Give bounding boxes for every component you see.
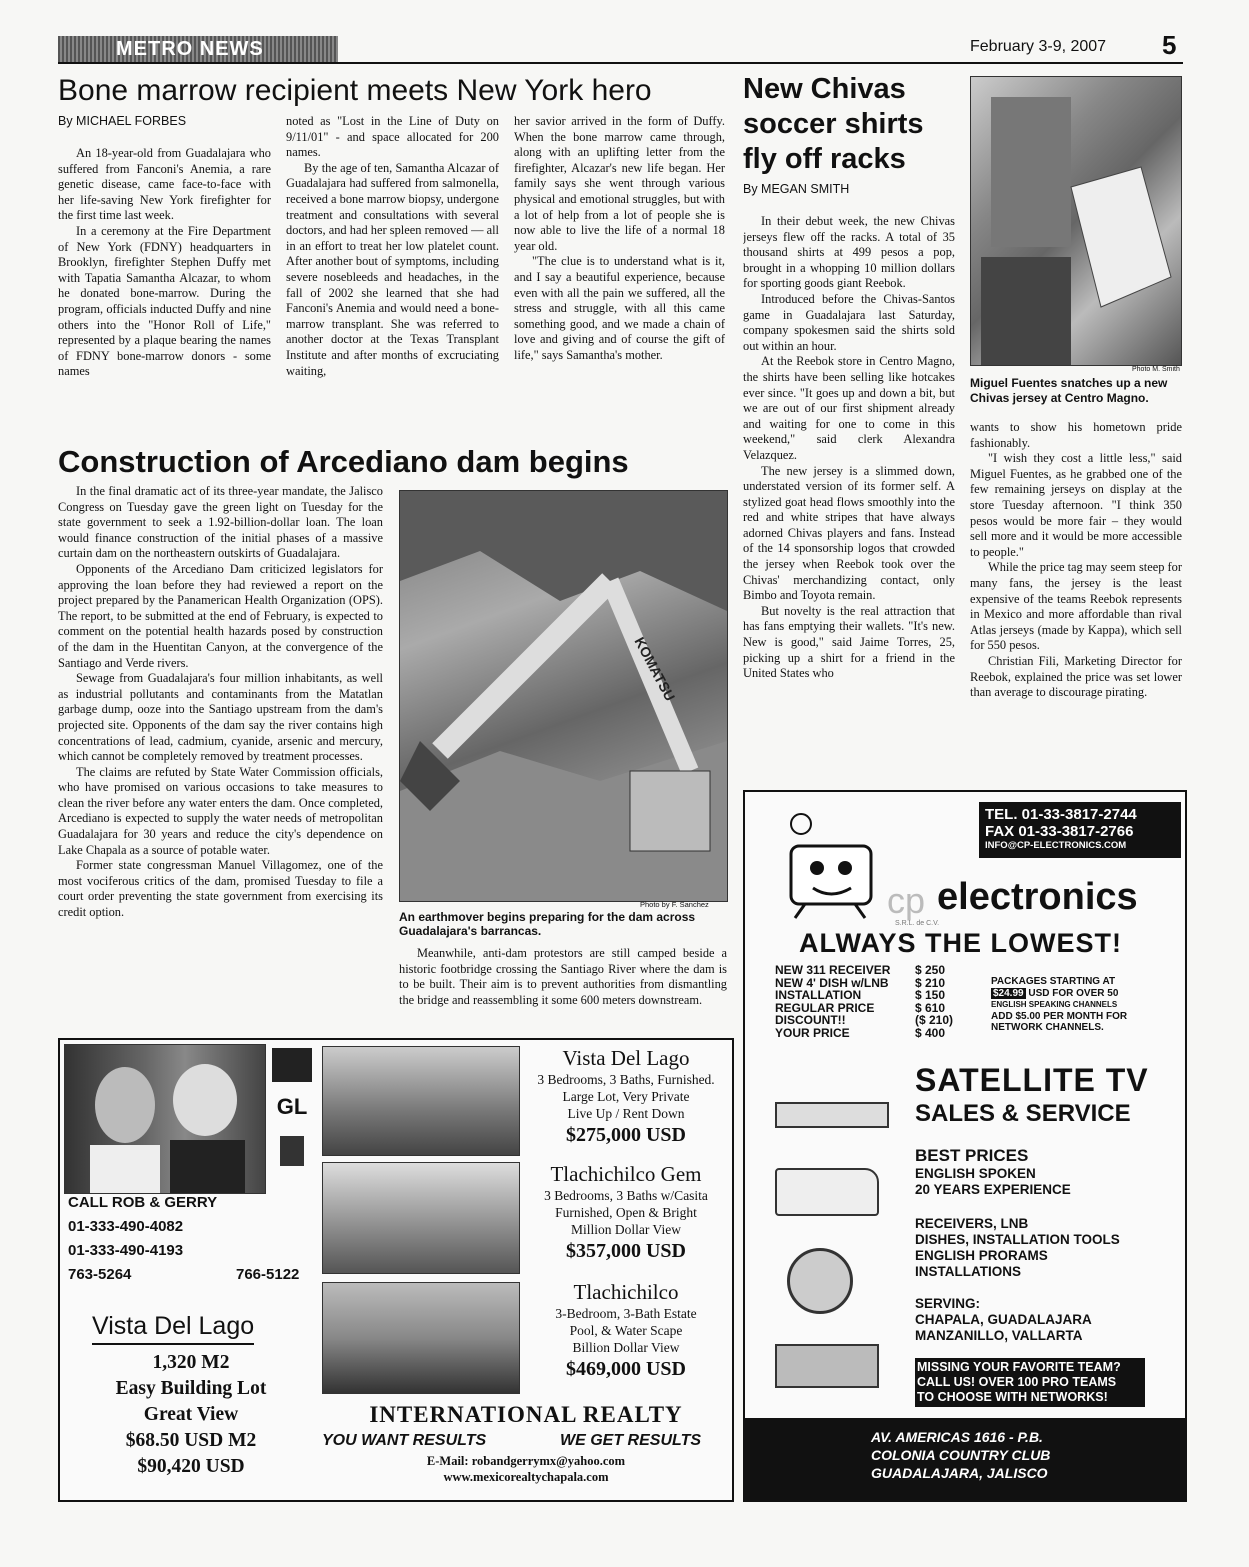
address-line: GUADALAJARA, JALISCO	[871, 1465, 1048, 1481]
address-box	[745, 1418, 1185, 1500]
paragraph: her savior arrived in the form of Duffy. When the bone marrow came through, along with an uplifting letter from the firefighter, Alcazar's new life began. Her family says she went through various physical and emotional struggles, but with a lot of help from a lot of people she is now able to live the life of a normal 18 year old.	[514, 114, 725, 253]
paragraph: Former state congressman Manuel Villagomez, one of the most vociferous critics of the dam, promised Tuesday to file a court order preventing the state government from exercising its credit option.	[58, 858, 383, 920]
satellite-subtitle: SALES & SERVICE	[915, 1100, 1131, 1127]
listing-1	[522, 1046, 730, 1147]
article3-byline: By MEGAN SMITH	[743, 182, 850, 196]
gl-logo: GL	[276, 1094, 308, 1119]
ad-fax: FAX 01-33-3817-2766	[985, 823, 1134, 840]
logo-column	[266, 1044, 318, 1194]
article1-headline: Bone marrow recipient meets New York hero	[58, 74, 652, 107]
realty-website[interactable]: www.mexicorealtychapala.com	[443, 1470, 609, 1484]
product-images	[775, 1092, 895, 1392]
listing-photo-3	[322, 1282, 520, 1394]
contact-heading: CALL ROB & GERRY	[68, 1194, 218, 1211]
listing-title: Tlachichilco	[573, 1280, 679, 1304]
services-list	[915, 1216, 1120, 1280]
receiver-icon	[775, 1102, 889, 1128]
price-row: INSTALLATION $ 150	[775, 988, 946, 1002]
paragraph: At the Reebok store in Centro Magno, the shirts have been selling like hotcakes ever since. "It goes up and down a bit, but we are out of our first shipment already and waiting for one to come in this weekend," said clerk Alexandra Velazquez.	[743, 354, 955, 462]
jersey-photo-caption: Miguel Fuentes snatches up a new Chivas jersey at Centro Magno.	[970, 376, 1168, 405]
article2-col2	[399, 946, 727, 1036]
listing-price: $357,000 USD	[565, 1240, 686, 1262]
paragraph: In the final dramatic act of its three-year mandate, the Jalisco Congress on Tuesday gave the green light on Tuesday for the state government to seek a 1.92-billion-dollar loan. The loan would finance construction of the initial phases of a massive curtain dam on the northeastern outskirts of Guadalajara.	[58, 484, 383, 561]
lot-line: $90,420 USD	[137, 1456, 245, 1477]
packages-text: PACKAGES STARTING AT $24.99 USD FOR OVER 50 ENGLISH SPEAKING CHANNELS ADD $5.00 PER MONTH FOR NETWORK CHANNELS.	[991, 976, 1128, 1033]
service: DISHES, INSTALLATION TOOLS	[915, 1232, 1120, 1247]
article1-col1	[58, 146, 271, 442]
listing-desc: Furnished, Open & Bright	[555, 1205, 697, 1220]
article2-col1	[58, 484, 383, 1034]
listing-title: Tlachichilco Gem	[550, 1162, 702, 1186]
service: ENGLISH PRORAMS	[915, 1248, 1048, 1263]
service: RECEIVERS, LNB	[915, 1216, 1029, 1231]
service: INSTALLATIONS	[915, 1264, 1021, 1279]
realty-logo-icon	[272, 1048, 312, 1082]
promo-box: MISSING YOUR FAVORITE TEAM? CALL US! OVER 100 PRO TEAMS TO CHOOSE WITH NETWORKS!	[915, 1358, 1145, 1407]
best-prices: BEST PRICES	[915, 1146, 1029, 1165]
paragraph: The new jersey is a slimmed down, understated version of its former self. A stylized goat head flows smoothly into the red and white stripes that have always adorned Chivas players and fans. Instead of the 14 sponsorship logos that crowded the jersey when Reebok took over the Chivas' merchandizing contact, only Bimbo and Toyota remain.	[743, 463, 955, 603]
phone-2[interactable]: 01-333-490-4193	[68, 1242, 184, 1259]
brand-prefix: cp	[887, 880, 926, 921]
agents-photo	[64, 1044, 266, 1194]
listing-price: $275,000 USD	[565, 1124, 686, 1146]
listing-desc: Live Up / Rent Down	[567, 1106, 685, 1121]
dam-photo-caption: An earthmover begins preparing for the dam across Guadalajara's barrancas.	[399, 910, 696, 938]
paragraph: Introduced before the Chivas-Santos game in Guadalajara last Saturday, company spokesmen said the shirts sold out within an hour.	[743, 291, 955, 353]
article3-headline: New Chivas soccer shirts fly off racks	[743, 73, 924, 175]
ampi-logo-icon	[280, 1136, 304, 1166]
contact-box	[979, 802, 1181, 858]
jersey-shopper-illustration	[971, 77, 1181, 365]
paragraph: In their debut week, the new Chivas jerseys flew off the racks. A total of 35 thousand shirts at 499 pesos a pop, brought in a whopping 10 million dollars for sporting goods giant Reebok.	[743, 214, 955, 291]
serving-area: MANZANILLO, VALLARTA	[915, 1328, 1083, 1343]
ad-email[interactable]: INFO@CP-ELECTRONICS.COM	[985, 840, 1127, 851]
van-icon	[775, 1168, 879, 1216]
paragraph: noted as "Lost in the Line of Duty on 9/11/01" - and space allocated for 200 names.	[286, 114, 499, 160]
paragraph: "I wish they cost a little less," said Miguel Fuentes, as he grabbed one of the few remaining jerseys on display at the store Tuesday afternoon. "I think 350 pesos would be more fair – they would sell more and it would be more accessible to people."	[970, 451, 1182, 559]
article1-byline: By MICHAEL FORBES	[58, 114, 187, 128]
article3-col2	[970, 420, 1182, 782]
price-row: NEW 311 RECEIVER $ 250	[775, 963, 946, 977]
issue-date: February 3-9, 2007	[970, 38, 1107, 55]
page-number: 5	[1162, 30, 1177, 60]
paragraph: An 18-year-old from Guadalajara who suffered from Fanconi's Anemia, a rare genetic disease, came face-to-face with her life-saving New York firefighter for the first time last week.	[58, 146, 271, 223]
dam-photo	[399, 490, 728, 902]
listing-photo-2	[322, 1162, 520, 1274]
lot-line: $68.50 USD M2	[125, 1430, 257, 1451]
brand-subtitle: S.R.L. de C.V.	[895, 920, 940, 927]
listing-desc: Large Lot, Very Private	[562, 1089, 690, 1104]
paragraph: By the age of ten, Samantha Alcazar of Guadalajara had suffered from salmonella, received a bone marrow biopsy, undergone treatment and consultations with several doctors, and had her spleen removed — all in an effort to treat her low platelet count. After another bout of symptoms, including severe nosebleeds and headaches, in the fall of 2002 she learned that she had Fanconi's Anemia and would need a bone-marrow transplant. She was referred to another doctor at the Texas Transplant Institute and after months of excruciating waiting,	[286, 160, 499, 378]
listing-desc: Billion Dollar View	[572, 1340, 680, 1355]
listing-desc: Million Dollar View	[571, 1222, 681, 1237]
lot-details	[80, 1350, 302, 1480]
listing-desc: Pool, & Water Scape	[569, 1323, 683, 1338]
article2-headline: Construction of Arcediano dam begins	[58, 444, 629, 479]
listing-price: $469,000 USD	[565, 1358, 686, 1380]
paragraph: In a ceremony at the Fire Department of New York (FDNY) headquarters in Brooklyn, firefighter Stephen Duffy met with Tapatia Samantha Alcazar, to whom he donated bone-marrow. During the program, officials inducted Duffy and nine others into the "Honor Roll of Life," represented by a plaque bearing the names of FDNY bone-marrow donors - some names	[58, 223, 271, 379]
realty-company-name: INTERNATIONAL REALTY	[369, 1402, 683, 1427]
paragraph: While the price tag may seem steep for many fans, the jersey is the least expensive of the teams Reebok represents in Mexico and more affordable than rival Atlas jerseys (made by Kappa), which sell for 550 pesos.	[970, 560, 1182, 653]
listing-desc: 3-Bedroom, 3-Bath Estate	[555, 1306, 697, 1321]
article1-col3	[514, 114, 725, 442]
paragraph: But novelty is the real attraction that has fans emptying their wallets. "It's new. New is good," said Jaime Torres, 25, picking up a shirt for a friend in the United States who	[743, 603, 955, 681]
phone-3[interactable]: 763-5264	[68, 1266, 132, 1283]
price-row: YOUR PRICE $ 400	[775, 1025, 946, 1040]
listing-title: Vista Del Lago	[562, 1046, 690, 1070]
lot-line: Easy Building Lot	[115, 1378, 267, 1399]
price-list	[775, 964, 975, 1039]
price-row: NEW 4' DISH w/LNB $ 210	[775, 975, 946, 990]
feature: 20 YEARS EXPERIENCE	[915, 1182, 1071, 1197]
photo-machine-label: KOMATSU	[631, 634, 679, 704]
serving-area: CHAPALA, GUADALAJARA	[915, 1312, 1092, 1327]
header-rule	[58, 62, 1183, 64]
section-title: METRO NEWS	[116, 38, 264, 60]
paragraph: Opponents of the Arcediano Dam criticized legislators for approving the loan before they had reviewed a report on the project prepared by the Panamerican Health Organization (OPS). The report, to be submitted at the end of February, is expected to comment on the potential health hazards posed by construction of the dam in the Huentitan Canyon, at the convergence of the Santiago and Verde rivers.	[58, 561, 383, 670]
satellite-title: SATELLITE TV	[915, 1062, 1149, 1098]
paragraph: wants to show his hometown pride fashionably.	[970, 420, 1182, 450]
realty-email[interactable]: E-Mail: robandgerrymx@yahoo.com	[426, 1454, 626, 1468]
phone-1[interactable]: 01-333-490-4082	[68, 1218, 184, 1235]
price-row: DISCOUNT!! ($ 210)	[775, 1013, 954, 1027]
paragraph: Meanwhile, anti-dam protestors are still camped beside a historic footbridge crossing the Santiago River where the dam is to be built. Their aim is to prevent authorities from dismantling the bridge and reassembling it some 600 meters downstream.	[399, 946, 727, 1007]
electronics-ad	[743, 790, 1187, 1502]
listing-photo-1	[322, 1046, 520, 1156]
lot-line: 1,320 M2	[152, 1352, 230, 1373]
jersey-photo	[970, 76, 1182, 366]
realty-ad	[58, 1038, 734, 1502]
listing-desc: 3 Bedrooms, 3 Baths, Furnished.	[537, 1072, 715, 1087]
slogan-right: WE GET RESULTS	[560, 1432, 702, 1449]
serving-label: SERVING:	[915, 1296, 981, 1311]
price-row: REGULAR PRICE $ 610	[775, 1000, 946, 1015]
article3-col1	[743, 214, 955, 782]
dish-icon	[787, 1248, 853, 1314]
dam-photo-credit: Photo by F. Sanchez	[640, 900, 709, 909]
article1-col2	[286, 114, 499, 442]
jersey-photo-credit: Photo M. Smith	[1132, 366, 1180, 373]
paragraph: Sewage from Guadalajara's four million inhabitants, as well as industrial pollutants and contaminants from the Matatlan garbage dump, ooze into the Santiago upstream from the dam's projected site. Opponents of the dam say the river contains high concentrations of lead, cadmium, cyanide, arsenic and mercury, which cannot be completely removed by treatment processes.	[58, 671, 383, 764]
listing-desc: 3 Bedrooms, 3 Baths w/Casita	[544, 1188, 708, 1203]
tools-icon	[775, 1344, 879, 1388]
paragraph: The claims are refuted by State Water Commission officials, who have promised on various occasions to take measures to clean the river before any water enters the dam. Once completed, Arcediano is expected to supply the water needs of metropolitan Guadalajara for 30 years and reduce the city's dependence on Lake Chapala as a source of potable water.	[58, 764, 383, 857]
paragraph: "The clue is to understand what is it, and I say a beautiful experience, because even with all the pain we suffered, all the stress and struggle, with all this came something good, and we made a chain of love and giving and of course the gift of life," says Samantha's mother.	[514, 254, 725, 362]
phone-4[interactable]: 766-5122	[236, 1266, 300, 1283]
section-banner	[58, 36, 338, 62]
brand-name: electronics	[937, 876, 1138, 918]
lot-line: Great View	[143, 1404, 239, 1425]
serving-block	[915, 1296, 1092, 1344]
agents-portrait	[65, 1045, 265, 1193]
ad-tagline: ALWAYS THE LOWEST!	[799, 928, 1123, 958]
paragraph: Christian Fili, Marketing Director for Reebok, explained the price was set lower than average to discourage pirating.	[970, 653, 1182, 700]
ad-tel[interactable]: TEL. 01-33-3817-2744	[985, 806, 1137, 823]
address-line: COLONIA COUNTRY CLUB	[871, 1447, 1051, 1463]
listing-2	[522, 1162, 730, 1263]
listing-3	[522, 1280, 730, 1381]
package-price: $24.99	[993, 987, 1024, 999]
tv-mascot-icon	[765, 810, 885, 920]
feature: ENGLISH SPOKEN	[915, 1166, 1036, 1181]
slogan-left: YOU WANT RESULTS	[322, 1432, 487, 1449]
lot-title: Vista Del Lago	[92, 1312, 254, 1345]
address-line: AV. AMERICAS 1616 - P.B.	[871, 1429, 1043, 1445]
features-list	[915, 1166, 1071, 1198]
